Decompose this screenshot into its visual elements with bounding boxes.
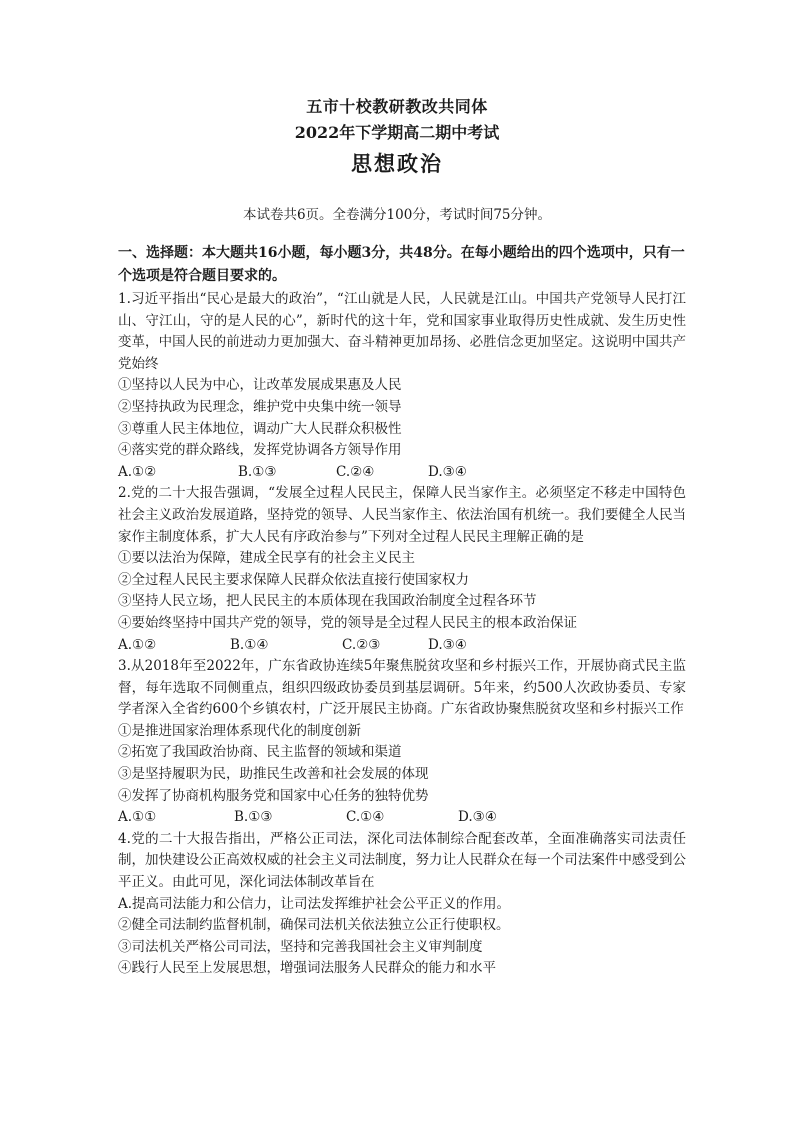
choice-a: A.①② xyxy=(118,636,157,653)
question-option: ④落实党的群众路线，发挥党协调各方领导作用 xyxy=(118,442,402,459)
question-stem: 2.党的二十大报告强调，“发展全过程人民民主，保障人民当家作主。必须坚定不移走中国特色社会主义政治发展道路，坚持党的领导、人民当家作主、依法治国有机统一。我们要健全人民当家作主制度体系，扩大人民有序政治参与”下列对全过程人民民主理解正确的是 xyxy=(118,485,686,545)
question-option: ③尊重人民主体地位，调动广大人民群众积极性 xyxy=(118,420,402,437)
choice-d: D.③④ xyxy=(428,636,467,653)
question-stem: 4.党的二十大报告指出，严格公正司法，深化司法体制综合配套改革，全面准确落实司法责任制，加快建设公正高效权威的社会主义司法制度，努力让人民群众在每一个司法案件中感受到公平正义。由此可见，深化词法体制改革旨在 xyxy=(118,830,686,891)
choice-d: D.③④ xyxy=(428,463,467,480)
question-option: ③司法机关严格公司司法，坚持和完善我国社会主义审判制度 xyxy=(118,938,483,955)
question-option: ②拓宽了我国政治协商、民主监督的领域和渠道 xyxy=(118,744,402,761)
question-option: ①坚持以人民为中心，让改革发展成果惠及人民 xyxy=(118,377,402,394)
answer-choices xyxy=(118,462,686,484)
choice-c: C.②④ xyxy=(336,463,375,480)
question-4 xyxy=(118,829,686,980)
exam-body xyxy=(118,242,686,980)
question-stem: 1.习近平指出“民心是最大的政治”，“江山就是人民，人民就是江山。中国共产党领导人民打江山、守江山，守的是人民的心”，新时代的这十年，党和国家事业取得历史性成就、发生历史性变革，中国人民的前进动力更加强大、奋斗精神更加昂扬、必胜信念更加坚定。这说明中国共产党始终 xyxy=(118,291,686,372)
question-option: ①要以法治为保障，建成全民享有的社会主义民主 xyxy=(118,550,415,567)
question-option: ①是推进国家治理体系现代化的制度创新 xyxy=(118,722,361,739)
question-option: ②健全司法制约监督机制，确保司法机关依法独立公正行使职权。 xyxy=(118,917,510,934)
question-option: ②全过程人民民主要求保障人民群众依法直接行使国家权力 xyxy=(118,571,469,588)
choice-c: C.②③ xyxy=(342,636,381,653)
choice-a: A.①② xyxy=(118,463,157,480)
exam-term-title: 2022年下学期高二期中考试 xyxy=(294,123,500,142)
question-3 xyxy=(118,656,686,829)
choice-a: A.①① xyxy=(118,809,157,826)
choice-b: B.①④ xyxy=(230,636,269,653)
exam-instructions: 本试卷共6页。全卷满分100分，考试时间75分钟。 xyxy=(242,207,552,223)
question-2 xyxy=(118,483,686,656)
question-option: ③坚持人民立场，把人民民主的本质体现在我国政治制度全过程各环节 xyxy=(118,593,537,610)
question-option: ②坚持执政为民理念，维护党中央集中统一领导 xyxy=(118,398,402,415)
exam-alliance-title: 五市十校教研教改共同体 xyxy=(306,97,488,116)
question-1 xyxy=(118,289,686,483)
choice-c: C.①④ xyxy=(346,809,385,826)
question-option: ④发挥了协商机构服务党和国家中心任务的独特优势 xyxy=(118,787,429,804)
choice-d: D.③④ xyxy=(458,809,497,826)
answer-choices xyxy=(118,807,686,829)
choice-b: B.①③ xyxy=(234,809,273,826)
question-option: ④践行人民至上发展思想，增强词法服务人民群众的能力和水平 xyxy=(118,960,496,977)
question-option: ③是坚持履职为民，助推民生改善和社会发展的体现 xyxy=(118,766,429,783)
choice-b: B.①③ xyxy=(238,463,277,480)
answer-choices xyxy=(118,635,686,657)
section-heading: 一、选择题：本大题共16小题，每小题3分，共48分。在每小题给出的四个选项中，只有一个选项是符合题目要求的。 xyxy=(118,245,685,284)
question-option: A.提高司法能力和公信力，让司法发挥维护社会公平正义的作用。 xyxy=(118,895,511,912)
question-option: ④要始终坚持中国共产党的领导，党的领导是全过程人民民主的根本政治保证 xyxy=(118,614,577,631)
subject-title: 思想政治 xyxy=(351,151,443,176)
question-stem: 3.从2018年至2022年，广东省政协连续5年聚焦脱贫攻坚和乡村振兴工作，开展协商式民主监督，每年选取不同侧重点，组织四级政协委员到基层调研。5年来，约500人次政协委员、专家学者深入全省约600个乡镇农村，广泛开展民主协商。广东省政协聚焦脱贫攻坚和乡村振兴工作 xyxy=(118,658,686,718)
